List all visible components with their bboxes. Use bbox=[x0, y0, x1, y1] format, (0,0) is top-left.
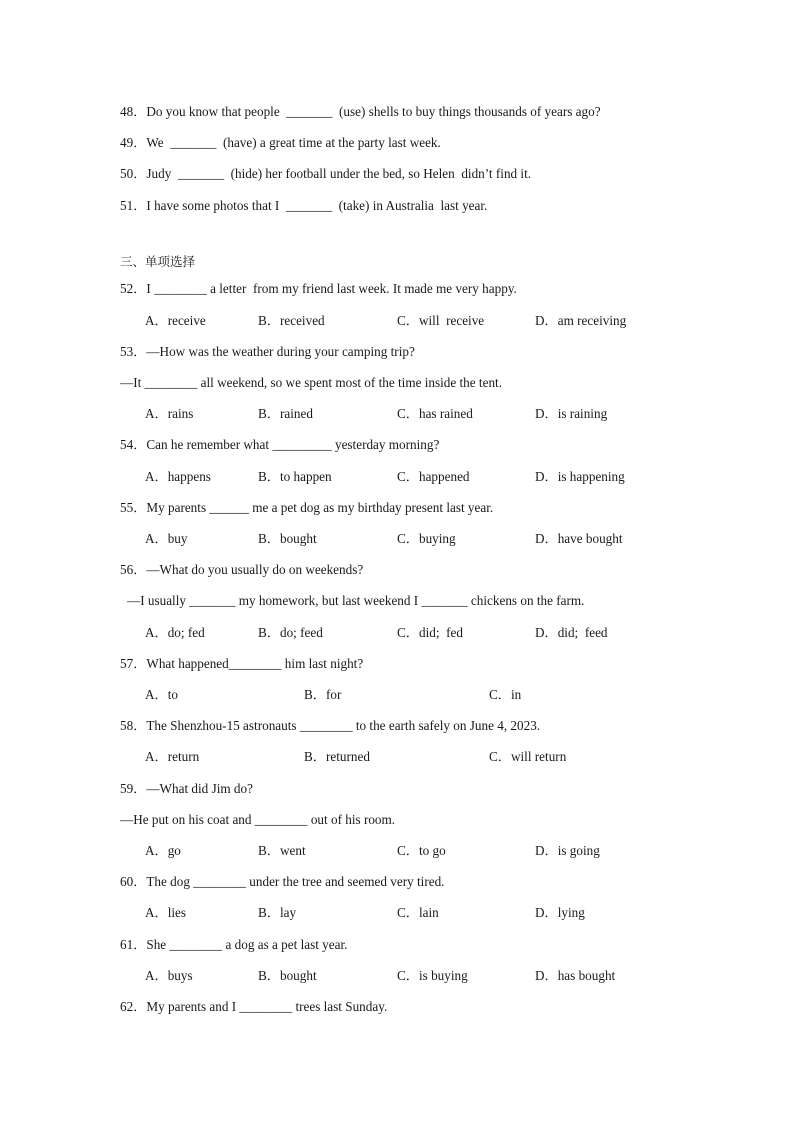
question-56-reply: —I usually _______ my homework, but last weekend I _______ chickens on the farm. bbox=[127, 593, 585, 608]
option-c[interactable]: C．lain bbox=[397, 905, 439, 920]
option-d[interactable]: D．has bought bbox=[535, 968, 616, 983]
option-c[interactable]: C．did; fed bbox=[397, 625, 463, 640]
option-c[interactable]: C．will receive bbox=[397, 313, 485, 328]
option-a[interactable]: A．receive bbox=[145, 313, 206, 328]
option-b[interactable]: B．to happen bbox=[258, 469, 332, 484]
option-a[interactable]: A．rains bbox=[145, 406, 194, 421]
option-d[interactable]: D．is happening bbox=[535, 469, 625, 484]
option-d[interactable]: D．did; feed bbox=[535, 625, 608, 640]
option-c[interactable]: C．happened bbox=[397, 469, 470, 484]
question-59-stem: 59．—What did Jim do? bbox=[120, 781, 253, 796]
question-54-options bbox=[0, 470, 794, 486]
question-61-stem: 61．She ________ a dog as a pet last year. bbox=[120, 937, 348, 952]
option-c[interactable]: C．will return bbox=[489, 749, 567, 764]
option-b[interactable]: B．bought bbox=[258, 531, 317, 546]
option-a[interactable]: A．buy bbox=[145, 531, 188, 546]
question-50: 50．Judy _______ (hide) her football under the bed, so Helen didn’t find it. bbox=[120, 166, 532, 181]
question-54-stem: 54．Can he remember what _________ yesterday morning? bbox=[120, 437, 440, 452]
option-b[interactable]: B．lay bbox=[258, 905, 297, 920]
question-58-options bbox=[0, 750, 794, 766]
option-d[interactable]: D．am receiving bbox=[535, 313, 627, 328]
option-b[interactable]: B．went bbox=[258, 843, 306, 858]
question-55-options bbox=[0, 532, 794, 548]
option-b[interactable]: B．bought bbox=[258, 968, 317, 983]
question-59-options bbox=[0, 844, 794, 860]
question-53-reply: —It ________ all weekend, so we spent most of the time inside the tent. bbox=[120, 375, 502, 390]
option-b[interactable]: B．for bbox=[304, 687, 342, 702]
option-b[interactable]: B．returned bbox=[304, 749, 370, 764]
question-52-options bbox=[0, 314, 794, 330]
question-62-stem: 62．My parents and I ________ trees last Sunday. bbox=[120, 999, 388, 1014]
option-c[interactable]: C．is buying bbox=[397, 968, 468, 983]
option-c[interactable]: C．to go bbox=[397, 843, 446, 858]
question-49: 49．We _______ (have) a great time at the party last week. bbox=[120, 135, 441, 150]
option-a[interactable]: A．go bbox=[145, 843, 181, 858]
question-60-stem: 60．The dog ________ under the tree and seemed very tired. bbox=[120, 874, 445, 889]
question-57-stem: 57．What happened________ him last night? bbox=[120, 656, 364, 671]
option-b[interactable]: B．received bbox=[258, 313, 325, 328]
question-60-options bbox=[0, 906, 794, 922]
option-b[interactable]: B．rained bbox=[258, 406, 313, 421]
option-b[interactable]: B．do; feed bbox=[258, 625, 323, 640]
question-55-stem: 55．My parents ______ me a pet dog as my birthday present last year. bbox=[120, 500, 494, 515]
question-48: 48．Do you know that people _______ (use) shells to buy things thousands of years ago? bbox=[120, 104, 601, 119]
option-a[interactable]: A．lies bbox=[145, 905, 187, 920]
question-53-stem: 53．—How was the weather during your camping trip? bbox=[120, 344, 415, 359]
question-59-reply: —He put on his coat and ________ out of his room. bbox=[120, 812, 396, 827]
question-51: 51．I have some photos that I _______ (take) in Australia last year. bbox=[120, 198, 488, 213]
option-a[interactable]: A．buys bbox=[145, 968, 193, 983]
option-a[interactable]: A．return bbox=[145, 749, 200, 764]
option-d[interactable]: D．have bought bbox=[535, 531, 623, 546]
question-52-stem: 52．I ________ a letter from my friend last week. It made me very happy. bbox=[120, 281, 517, 296]
option-a[interactable]: A．do; fed bbox=[145, 625, 205, 640]
question-61-options bbox=[0, 969, 794, 985]
option-d[interactable]: D．is going bbox=[535, 843, 600, 858]
option-c[interactable]: C．buying bbox=[397, 531, 456, 546]
option-d[interactable]: D．is raining bbox=[535, 406, 608, 421]
question-57-options bbox=[0, 688, 794, 704]
option-c[interactable]: C．in bbox=[489, 687, 522, 702]
option-a[interactable]: A．to bbox=[145, 687, 178, 702]
question-58-stem: 58．The Shenzhou-15 astronauts ________ to the earth safely on June 4, 2023. bbox=[120, 718, 541, 733]
question-56-options bbox=[0, 626, 794, 642]
section-title: 三、单项选择 bbox=[120, 254, 196, 269]
option-d[interactable]: D．lying bbox=[535, 905, 585, 920]
question-56-stem: 56．—What do you usually do on weekends? bbox=[120, 562, 364, 577]
option-c[interactable]: C．has rained bbox=[397, 406, 473, 421]
question-53-options bbox=[0, 407, 794, 423]
option-a[interactable]: A．happens bbox=[145, 469, 211, 484]
